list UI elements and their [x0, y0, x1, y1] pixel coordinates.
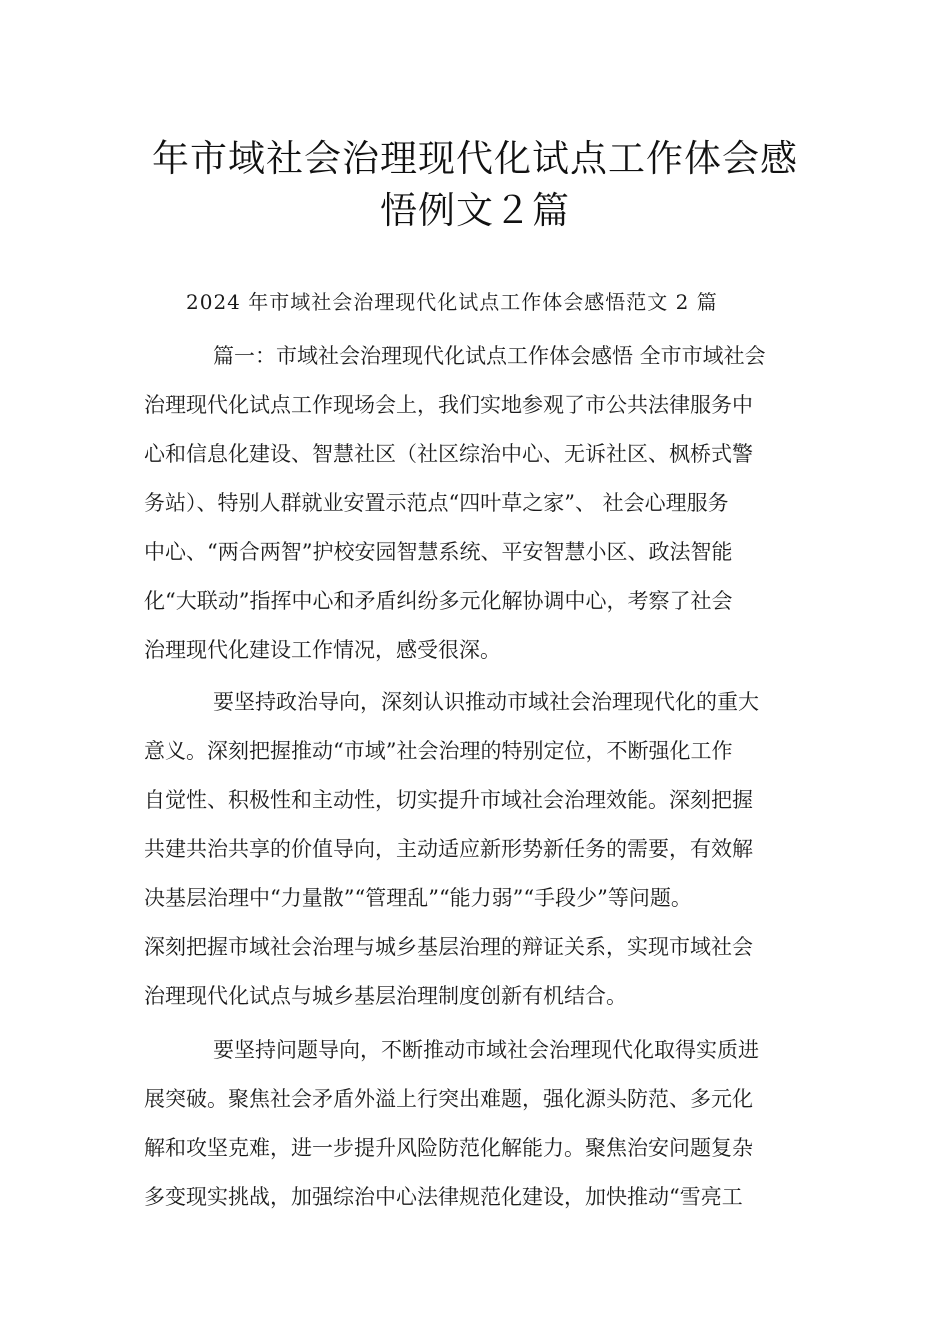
- paragraph-1-line: 治理现代化试点工作现场会上，我们实地参观了市公共法律服务中: [144, 393, 753, 417]
- paragraph-1-line: 治理现代化建设工作情况，感受很深。: [144, 638, 501, 662]
- paragraph-2-line: 意义。深刻把握推动“市域”社会治理的特别定位，不断强化工作: [144, 739, 733, 763]
- paragraph-2-line: 深刻把握市域社会治理与城乡基层治理的辩证关系，实现市域社会: [144, 935, 753, 959]
- paragraph-1-line: 中心、“两合两智”护校安园智慧系统、平安智慧小区、政法智能: [144, 540, 733, 564]
- document-subtitle: 2024 年市域社会治理现代化试点工作体会感悟范文 2 篇: [186, 290, 718, 314]
- document-title-line-2: 悟例文２篇: [380, 189, 570, 232]
- paragraph-1-line: 心和信息化建设、智慧社区（社区综治中心、无诉社区、枫桥式警: [144, 442, 753, 466]
- paragraph-3-line: 展突破。聚焦社会矛盾外溢上行突出难题，强化源头防范、多元化: [144, 1087, 753, 1111]
- paragraph-2-line: 决基层治理中“力量散”“管理乱”“能力弱”“手段少”等问题。: [144, 886, 692, 910]
- paragraph-2-line: 共建共治共享的价值导向，主动适应新形势新任务的需要，有效解: [144, 837, 753, 861]
- paragraph-2-line: 要坚持政治导向，深刻认识推动市域社会治理现代化的重大: [213, 690, 759, 714]
- paragraph-1-line: 务站）、特别人群就业安置示范点“四叶草之家”、 社会心理服务: [144, 491, 729, 515]
- paragraph-3-line: 解和攻坚克难，进一步提升风险防范化解能力。聚焦治安问题复杂: [144, 1136, 753, 1160]
- paragraph-3-line: 要坚持问题导向，不断推动市域社会治理现代化取得实质进: [213, 1038, 759, 1062]
- paragraph-3-line: 多变现实挑战，加强综治中心法律规范化建设，加快推动“雪亮工: [144, 1185, 743, 1209]
- paragraph-1-line: 篇一：市域社会治理现代化试点工作体会感悟 全市市域社会: [213, 344, 766, 368]
- paragraph-2-line: 自觉性、积极性和主动性，切实提升市域社会治理效能。深刻把握: [144, 788, 753, 812]
- paragraph-2-line: 治理现代化试点与城乡基层治理制度创新有机结合。: [144, 984, 627, 1008]
- paragraph-1-line: 化“大联动”指挥中心和矛盾纠纷多元化解协调中心，考察了社会: [144, 589, 733, 613]
- document-title-line-1: 年市域社会治理现代化试点工作体会感: [152, 137, 798, 180]
